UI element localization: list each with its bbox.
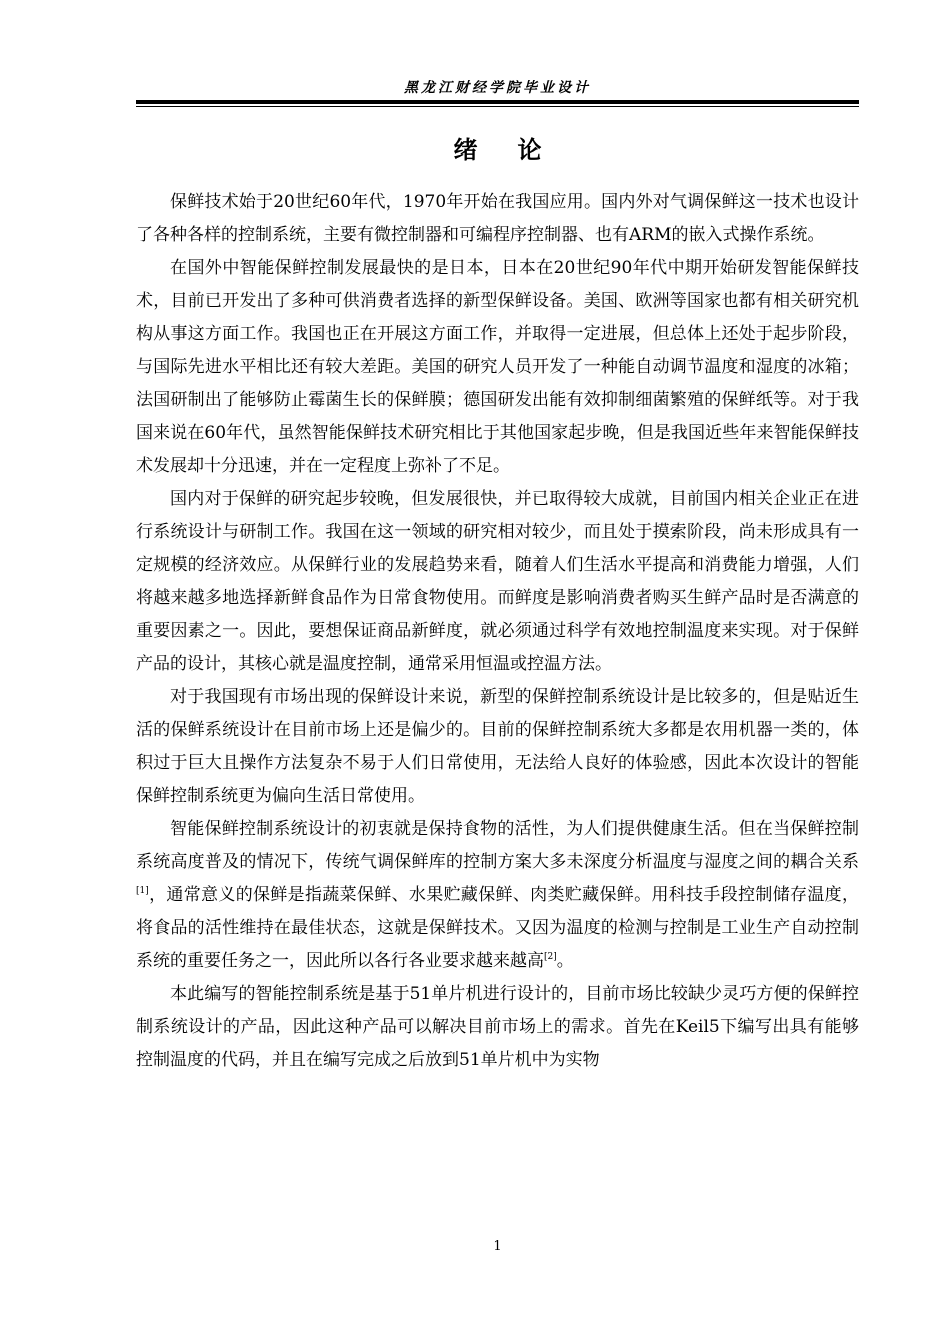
paragraph-text: 智能保鲜控制系统设计的初衷就是保持食物的活性，为人们提供健康生活。但在当保鲜控制系统高度普及的情况下，传统气调保鲜库的控制方案大多未深度分析温度与湿度之间的耦合关系: [136, 819, 859, 872]
paragraph: 保鲜技术始于20世纪60年代，1970年开始在我国应用。国内外对气调保鲜这一技术也设计了各种各样的控制系统，主要有微控制器和可编程序控制器、也有ARM的嵌入式操作系统。: [136, 192, 859, 245]
citation-ref[interactable]: [1]: [136, 886, 149, 896]
paragraph: [136, 813, 859, 978]
paragraph-text: 。: [556, 951, 574, 971]
paragraph: 国内对于保鲜的研究起步较晚，但发展很快，并已取得较大成就，目前国内相关企业正在进行系统设计与研制工作。我国在这一领域的研究相对较少，而且处于摸索阶段，尚未形成具有一定规模的经济效应。从保鲜行业的发展趋势来看，随着人们生活水平提高和消费能力增强，人们将越来越多地选择新鲜食品作为日常食物使用。而鲜度是影响消费者购买生鲜产品时是否满意的重要因素之一。因此，要想保证商品新鲜度，就必须通过科学有效地控制温度来实现。对于保鲜产品的设计，其核心就是温度控制，通常采用恒温或控温方法。: [136, 489, 859, 674]
page-number: 1: [493, 1239, 502, 1254]
header-rule-thick: [136, 100, 859, 104]
running-header: 黑龙江财经学院毕业设计: [404, 80, 591, 96]
paragraph: 在国外中智能保鲜控制发展最快的是日本，日本在20世纪90年代中期开始研发智能保鲜技术，目前已开发出了多种可供消费者选择的新型保鲜设备。美国、欧洲等国家也都有相关研究机构从事这方面工作。我国也正在开展这方面工作，并取得一定进展，但总体上还处于起步阶段，与国际先进水平相比还有较大差距。美国的研究人员开发了一种能自动调节温度和湿度的冰箱；法国研制出了能够防止霉菌生长的保鲜膜；德国研发出能有效抑制细菌繁殖的保鲜纸等。对于我国来说在60年代，虽然智能保鲜技术研究相比于其他国家起步晚，但是我国近些年来智能保鲜技术发展却十分迅速，并在一定程度上弥补了不足。: [136, 258, 859, 476]
header-rule-thin: [136, 106, 859, 107]
paragraph-text: ，通常意义的保鲜是指蔬菜保鲜、水果贮藏保鲜、肉类贮藏保鲜。用科技手段控制储存温度，将食品的活性维持在最佳状态，这就是保鲜技术。又因为温度的检测与控制是工业生产自动控制系统的重要任务之一，因此所以各行各业要求越来越高: [136, 885, 859, 971]
section-title: 绪论: [453, 136, 582, 164]
citation-ref[interactable]: [2]: [544, 952, 557, 962]
body-text: [136, 186, 859, 1070]
paragraph: 对于我国现有市场出现的保鲜设计来说，新型的保鲜控制系统设计是比较多的，但是贴近生活的保鲜系统设计在目前市场上还是偏少的。目前的保鲜控制系统大多都是农用机器一类的，体积过于巨大且操作方法复杂不易于人们日常使用，无法给人良好的体验感，因此本次设计的智能保鲜控制系统更为偏向生活日常使用。: [136, 687, 859, 806]
paragraph: 本此编写的智能控制系统是基于51单片机进行设计的，目前市场比较缺少灵巧方便的保鲜控制系统设计的产品，因此这种产品可以解决目前市场上的需求。首先在Keil5下编写出具有能够控制温度的代码，并且在编写完成之后放到51单片机中为实物: [136, 984, 859, 1070]
